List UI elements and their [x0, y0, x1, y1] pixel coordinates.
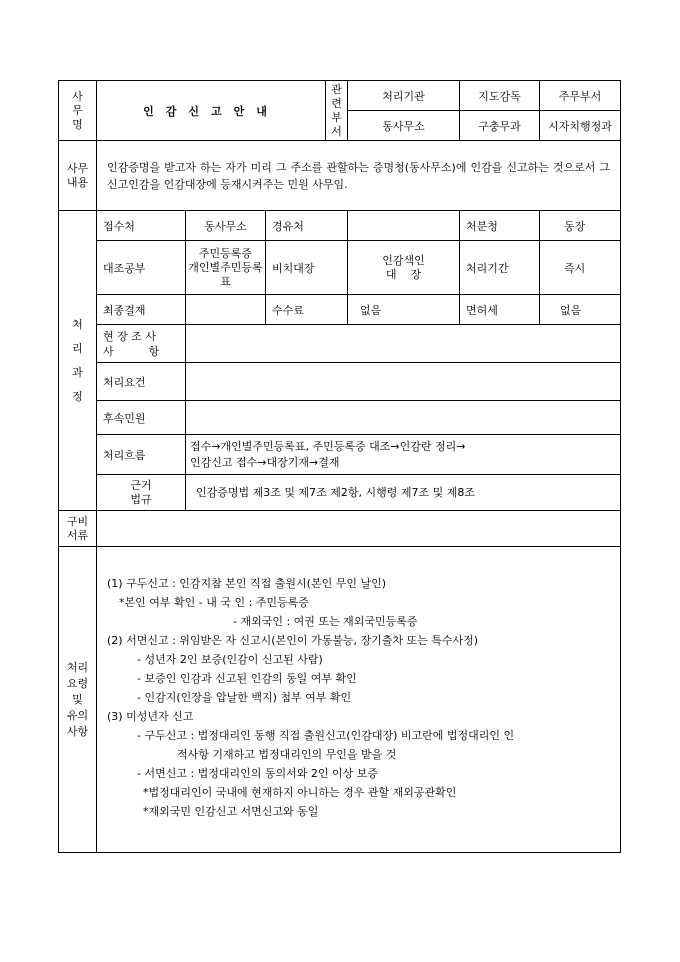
site-label: 현 장 조 사 사 항: [97, 325, 186, 363]
process-row-site: [59, 325, 621, 363]
receipt-label: 접수처: [97, 211, 186, 241]
main-dept-value: 시자치행정과: [540, 111, 621, 141]
note-line-6: - 보증인 인감과 신고된 인감의 동일 여부 확인: [137, 672, 357, 685]
note-line-13: *재외국민 인감신고 서면신고와 동일: [143, 805, 319, 818]
note-line-3: - 재외국인 : 여권 또는 재외국민등록증: [233, 615, 418, 628]
basis-row: [59, 475, 621, 511]
docs-label: [59, 511, 97, 547]
compare-label: 대조공부: [97, 241, 186, 295]
docs-value: [97, 511, 621, 547]
follow-value: [186, 401, 621, 435]
process-row-req: [59, 363, 621, 401]
notes-label-2: 요령: [66, 676, 89, 690]
req-label: 처리요건: [97, 363, 186, 401]
fee-value: 없음: [348, 295, 460, 325]
note-line-1: (1) 구두신고 : 인감지참 본인 직접 출원시(본인 무인 날인): [107, 577, 386, 590]
name-label-2: 무: [72, 103, 83, 117]
license-value: 없음: [540, 295, 621, 325]
basis-label: [97, 475, 186, 511]
inkam-guide-form: [58, 80, 621, 853]
col-head-processing-agency: 처리기관: [348, 81, 460, 111]
docs-label-1: 구비: [66, 514, 89, 528]
final-value: [186, 295, 266, 325]
site-value: [186, 325, 621, 363]
name-label-cell: [59, 81, 97, 141]
business-row: [59, 141, 621, 211]
process-row-final: [59, 295, 621, 325]
fee-label: 수수료: [266, 295, 348, 325]
via-value: [348, 211, 460, 241]
receipt-value: 동사무소: [186, 211, 266, 241]
page-title: 인감신고안내: [97, 81, 326, 141]
note-line-4: (2) 서면신고 : 위임받은 자 신고시(본인이 가동불능, 장기출차 또는 특수사정): [107, 634, 478, 647]
notes-label-3: 및: [72, 692, 83, 706]
basis-label-2: 법규: [130, 492, 152, 506]
processing-agency-value: 동사무소: [348, 111, 460, 141]
note-line-10: 적사항 기재하고 법정대리인의 무인을 받을 것: [177, 748, 397, 761]
col-head-supervision: 지도감독: [460, 81, 540, 111]
process-row-receipt: [59, 211, 621, 241]
via-label: 경유처: [266, 211, 348, 241]
final-label: 최종결재: [97, 295, 186, 325]
flow-label: 처리흐름: [97, 435, 186, 475]
process-label-3: 과: [72, 365, 83, 379]
process-label: [59, 211, 97, 511]
basis-text: 인감증명법 제3조 및 제7조 제2항, 시행령 제7조 및 제8조: [186, 475, 621, 511]
note-line-5: - 성년자 2인 보증(인감이 신고된 사람): [137, 653, 323, 666]
header-row-1: [59, 81, 621, 111]
req-value: [186, 363, 621, 401]
note-line-9: - 구두신고 : 법정대리인 동행 직접 출원신고(인감대장) 비고란에 법정대리인 인: [137, 729, 515, 742]
notes-label-4: 유의: [66, 708, 89, 722]
notes-content: [97, 547, 621, 853]
notes-label-1: 처리: [66, 660, 89, 674]
ledger-label: 비치대장: [266, 241, 348, 295]
business-label: [59, 141, 97, 211]
period-value: 즉시: [540, 241, 621, 295]
basis-label-1: 근거: [130, 478, 152, 492]
process-row-follow: [59, 401, 621, 435]
process-label-2: 리: [72, 341, 83, 355]
notes-row: [59, 547, 621, 853]
note-line-11: - 서면신고 : 법정대리인의 동의서와 2인 이상 보증: [137, 767, 379, 780]
follow-label: 후속민원: [97, 401, 186, 435]
business-label-2: 내용: [66, 175, 89, 189]
compare-value: 주민등록증 개인별주민등록표: [186, 241, 266, 295]
process-label-4: 정: [72, 389, 83, 403]
note-line-2: *본인 여부 확인 - 내 국 인 : 주민등록증: [119, 596, 309, 609]
related-dept-label: 관련부서: [326, 81, 348, 141]
license-label: 면허세: [460, 295, 540, 325]
note-line-7: - 인감지(인장을 압날한 백지) 첨부 여부 확인: [137, 691, 352, 704]
supervision-value: 구충무과: [460, 111, 540, 141]
col-head-main-dept: 주무부서: [540, 81, 621, 111]
notes-label-5: 사항: [66, 724, 89, 738]
name-label-3: 명: [72, 117, 83, 131]
notes-label: [59, 547, 97, 853]
name-label-1: 사: [72, 89, 83, 103]
process-row-compare: [59, 241, 621, 295]
note-line-12: *법정대리인이 국내에 현재하지 아니하는 경우 관할 재외공관확인: [143, 786, 457, 799]
docs-row: [59, 511, 621, 547]
dispose-value: 동장: [540, 211, 621, 241]
dispose-label: 처분청: [460, 211, 540, 241]
docs-label-2: 서류: [66, 528, 89, 542]
note-line-8: (3) 미성년자 신고: [107, 710, 194, 723]
flow-value: 접수→개인별주민등록표, 주민등록증 대조→인감란 정리→ 인감신고 접수→대장기재→결재: [186, 435, 621, 475]
business-text: 인감증명을 받고자 하는 자가 미리 그 주소를 관할하는 증명청(동사무소)에 인감을 신고하는 것으로서 그 신고인감을 인감대장에 등재시켜주는 민원 사무임.: [97, 141, 621, 211]
process-row-flow: [59, 435, 621, 475]
process-label-1: 처: [72, 317, 83, 331]
business-label-1: 사무: [66, 161, 89, 175]
ledger-value: 인감색인 대 장: [348, 241, 460, 295]
period-label: 처리기간: [460, 241, 540, 295]
